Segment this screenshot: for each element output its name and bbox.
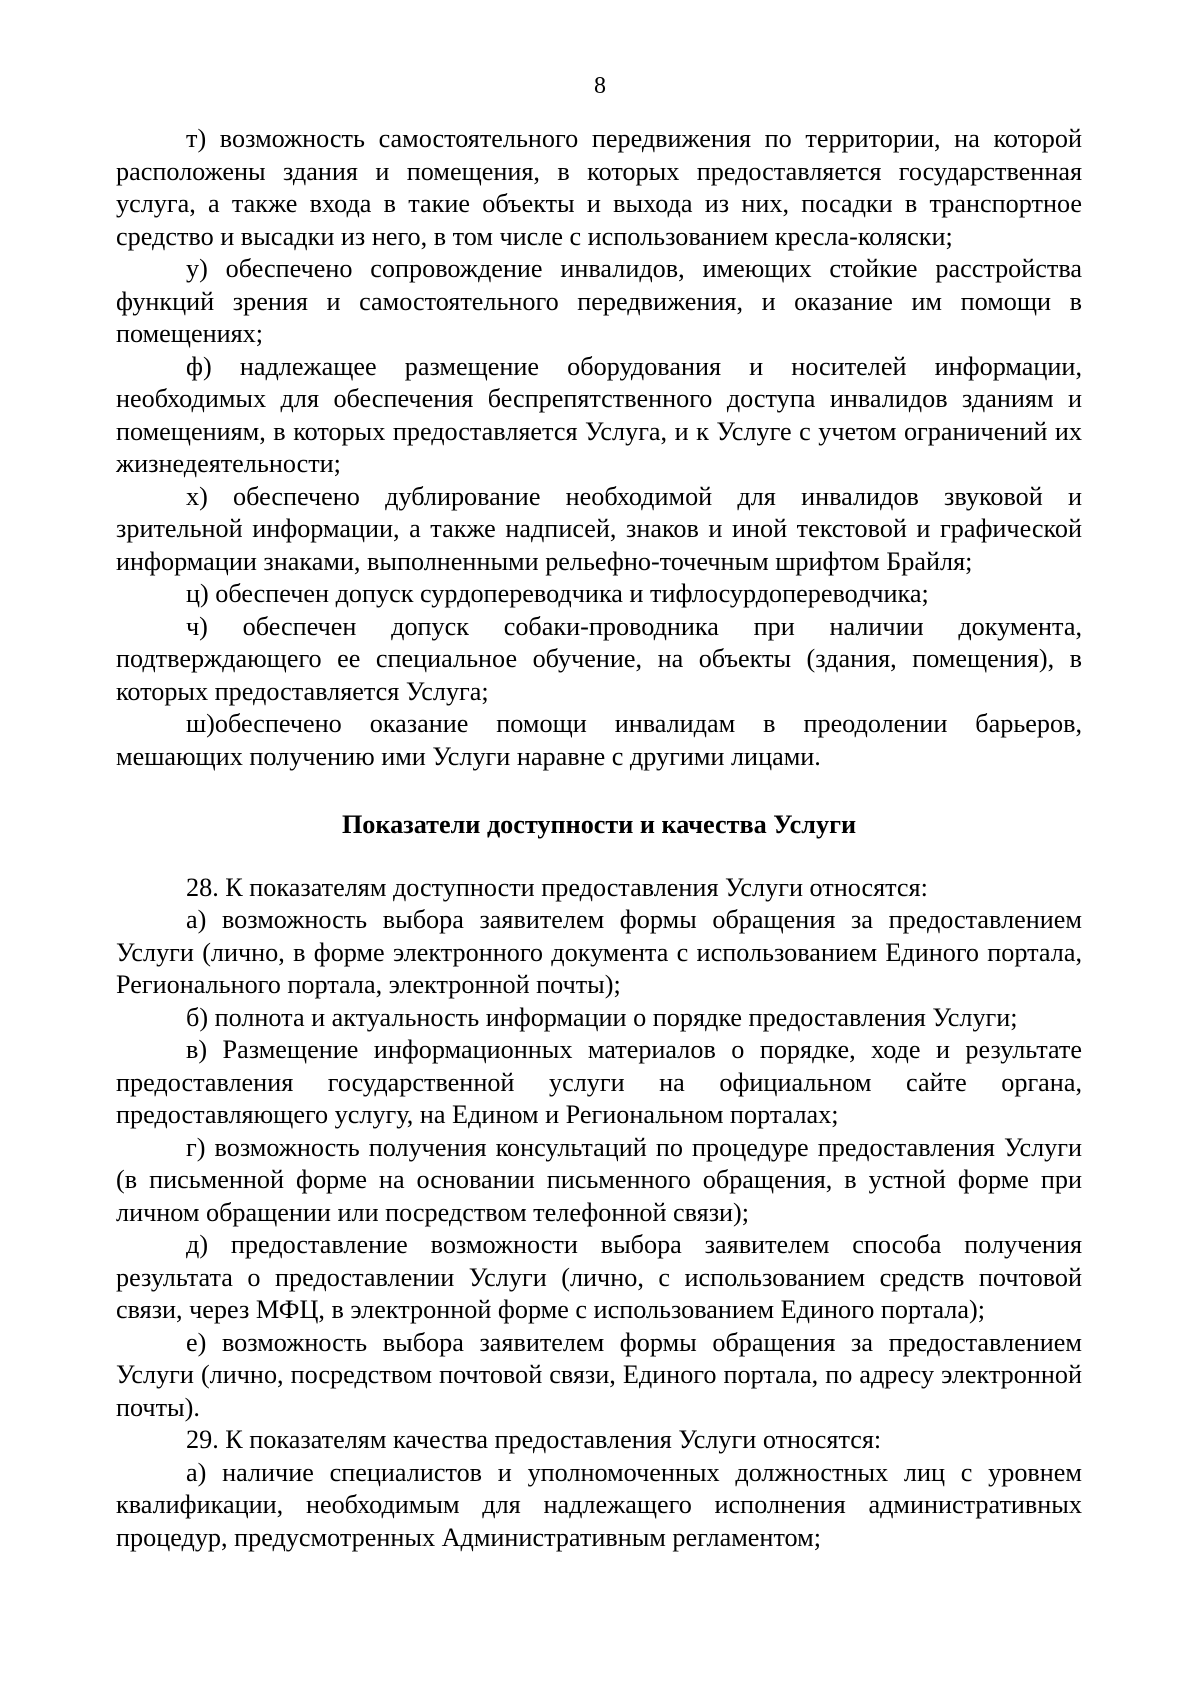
- paragraph-28-e: е) возможность выбора заявителем формы обращения за предоставлением Услуги (лично, посредством почтовой связи, Единого портала, по адресу электронной почты).: [116, 1327, 1082, 1422]
- page-number: 8: [594, 73, 606, 99]
- paragraph-28-g: г) возможность получения консультаций по процедуре предоставления Услуги (в письменной форме на основании письменного обращения, в устной форме при личном обращении или посредством телефонной связи);: [116, 1132, 1082, 1227]
- paragraph-item-kh: х) обеспечено дублирование необходимой для инвалидов звуковой и зрительной информации, а также надписей, знаков и иной текстовой и графической информации знаками, выполненными рельефно-точечным шрифтом Брайля;: [116, 481, 1082, 576]
- section-heading: Показатели доступности и качества Услуги: [341, 810, 857, 839]
- document-body: [116, 123, 1082, 1554]
- paragraph-item-sh: ш)обеспечено оказание помощи инвалидам в преодолении барьеров, мешающих получению ими Услуги наравне с другими лицами.: [116, 709, 1082, 771]
- paragraph-28-v: в) Размещение информационных материалов о порядке, ходе и результате предоставления государственной услуги на официальном сайте органа, предоставляющего услугу, на Едином и Региональном порталах;: [116, 1035, 1082, 1129]
- paragraph-item-u: у) обеспечено сопровождение инвалидов, имеющих стойкие расстройства функций зрения и самостоятельного передвижения, и оказание им помощи в помещениях;: [116, 254, 1082, 348]
- paragraph-28-b: б) полнота и актуальность информации о порядке предоставления Услуги;: [186, 1002, 1018, 1032]
- paragraph-item-ch: ч) обеспечен допуск собаки-проводника при наличии документа, подтверждающего ее специальное обучение, на объекты (здания, помещения), в которых предоставляется Услуга;: [116, 611, 1082, 706]
- paragraph-28-a: а) возможность выбора заявителем формы обращения за предоставлением Услуги (лично, в форме электронного документа с использованием Единого портала, Регионального портала, электронной почты);: [116, 905, 1082, 999]
- paragraph-28-intro: 28. К показателям доступности предоставления Услуги относятся:: [186, 872, 928, 902]
- paragraph-item-f: ф) надлежащее размещение оборудования и носителей информации, необходимых для обеспечения беспрепятственного доступа инвалидов зданиям и помещениям, в которых предоставляется Услуга, и к Услуге с учетом ограничений их жизнедеятельности;: [116, 351, 1082, 478]
- paragraph-item-ts: ц) обеспечен допуск сурдопереводчика и тифлосурдопереводчика;: [186, 579, 929, 608]
- paragraph-item-t: т) возможность самостоятельного передвижения по территории, на которой расположены здания и помещения, в которых предоставляется государственная услуга, а также входа в такие объекты и выхода из них, посадки в транспортное средство и высадки из него, в том числе с использованием кресла-коляски;: [116, 124, 1082, 251]
- paragraph-29-a: а) наличие специалистов и уполномоченных должностных лиц с уровнем квалификации, необходимым для надлежащего исполнения административных процедур, предусмотренных Административным регламентом;: [116, 1457, 1082, 1552]
- paragraph-29-intro: 29. К показателям качества предоставления Услуги относятся:: [186, 1425, 882, 1454]
- paragraph-28-d: д) предоставление возможности выбора заявителем способа получения результата о предоставлении Услуги (лично, с использованием средств почтовой связи, через МФЦ, в электронной форме с использованием Единого портала);: [116, 1230, 1082, 1324]
